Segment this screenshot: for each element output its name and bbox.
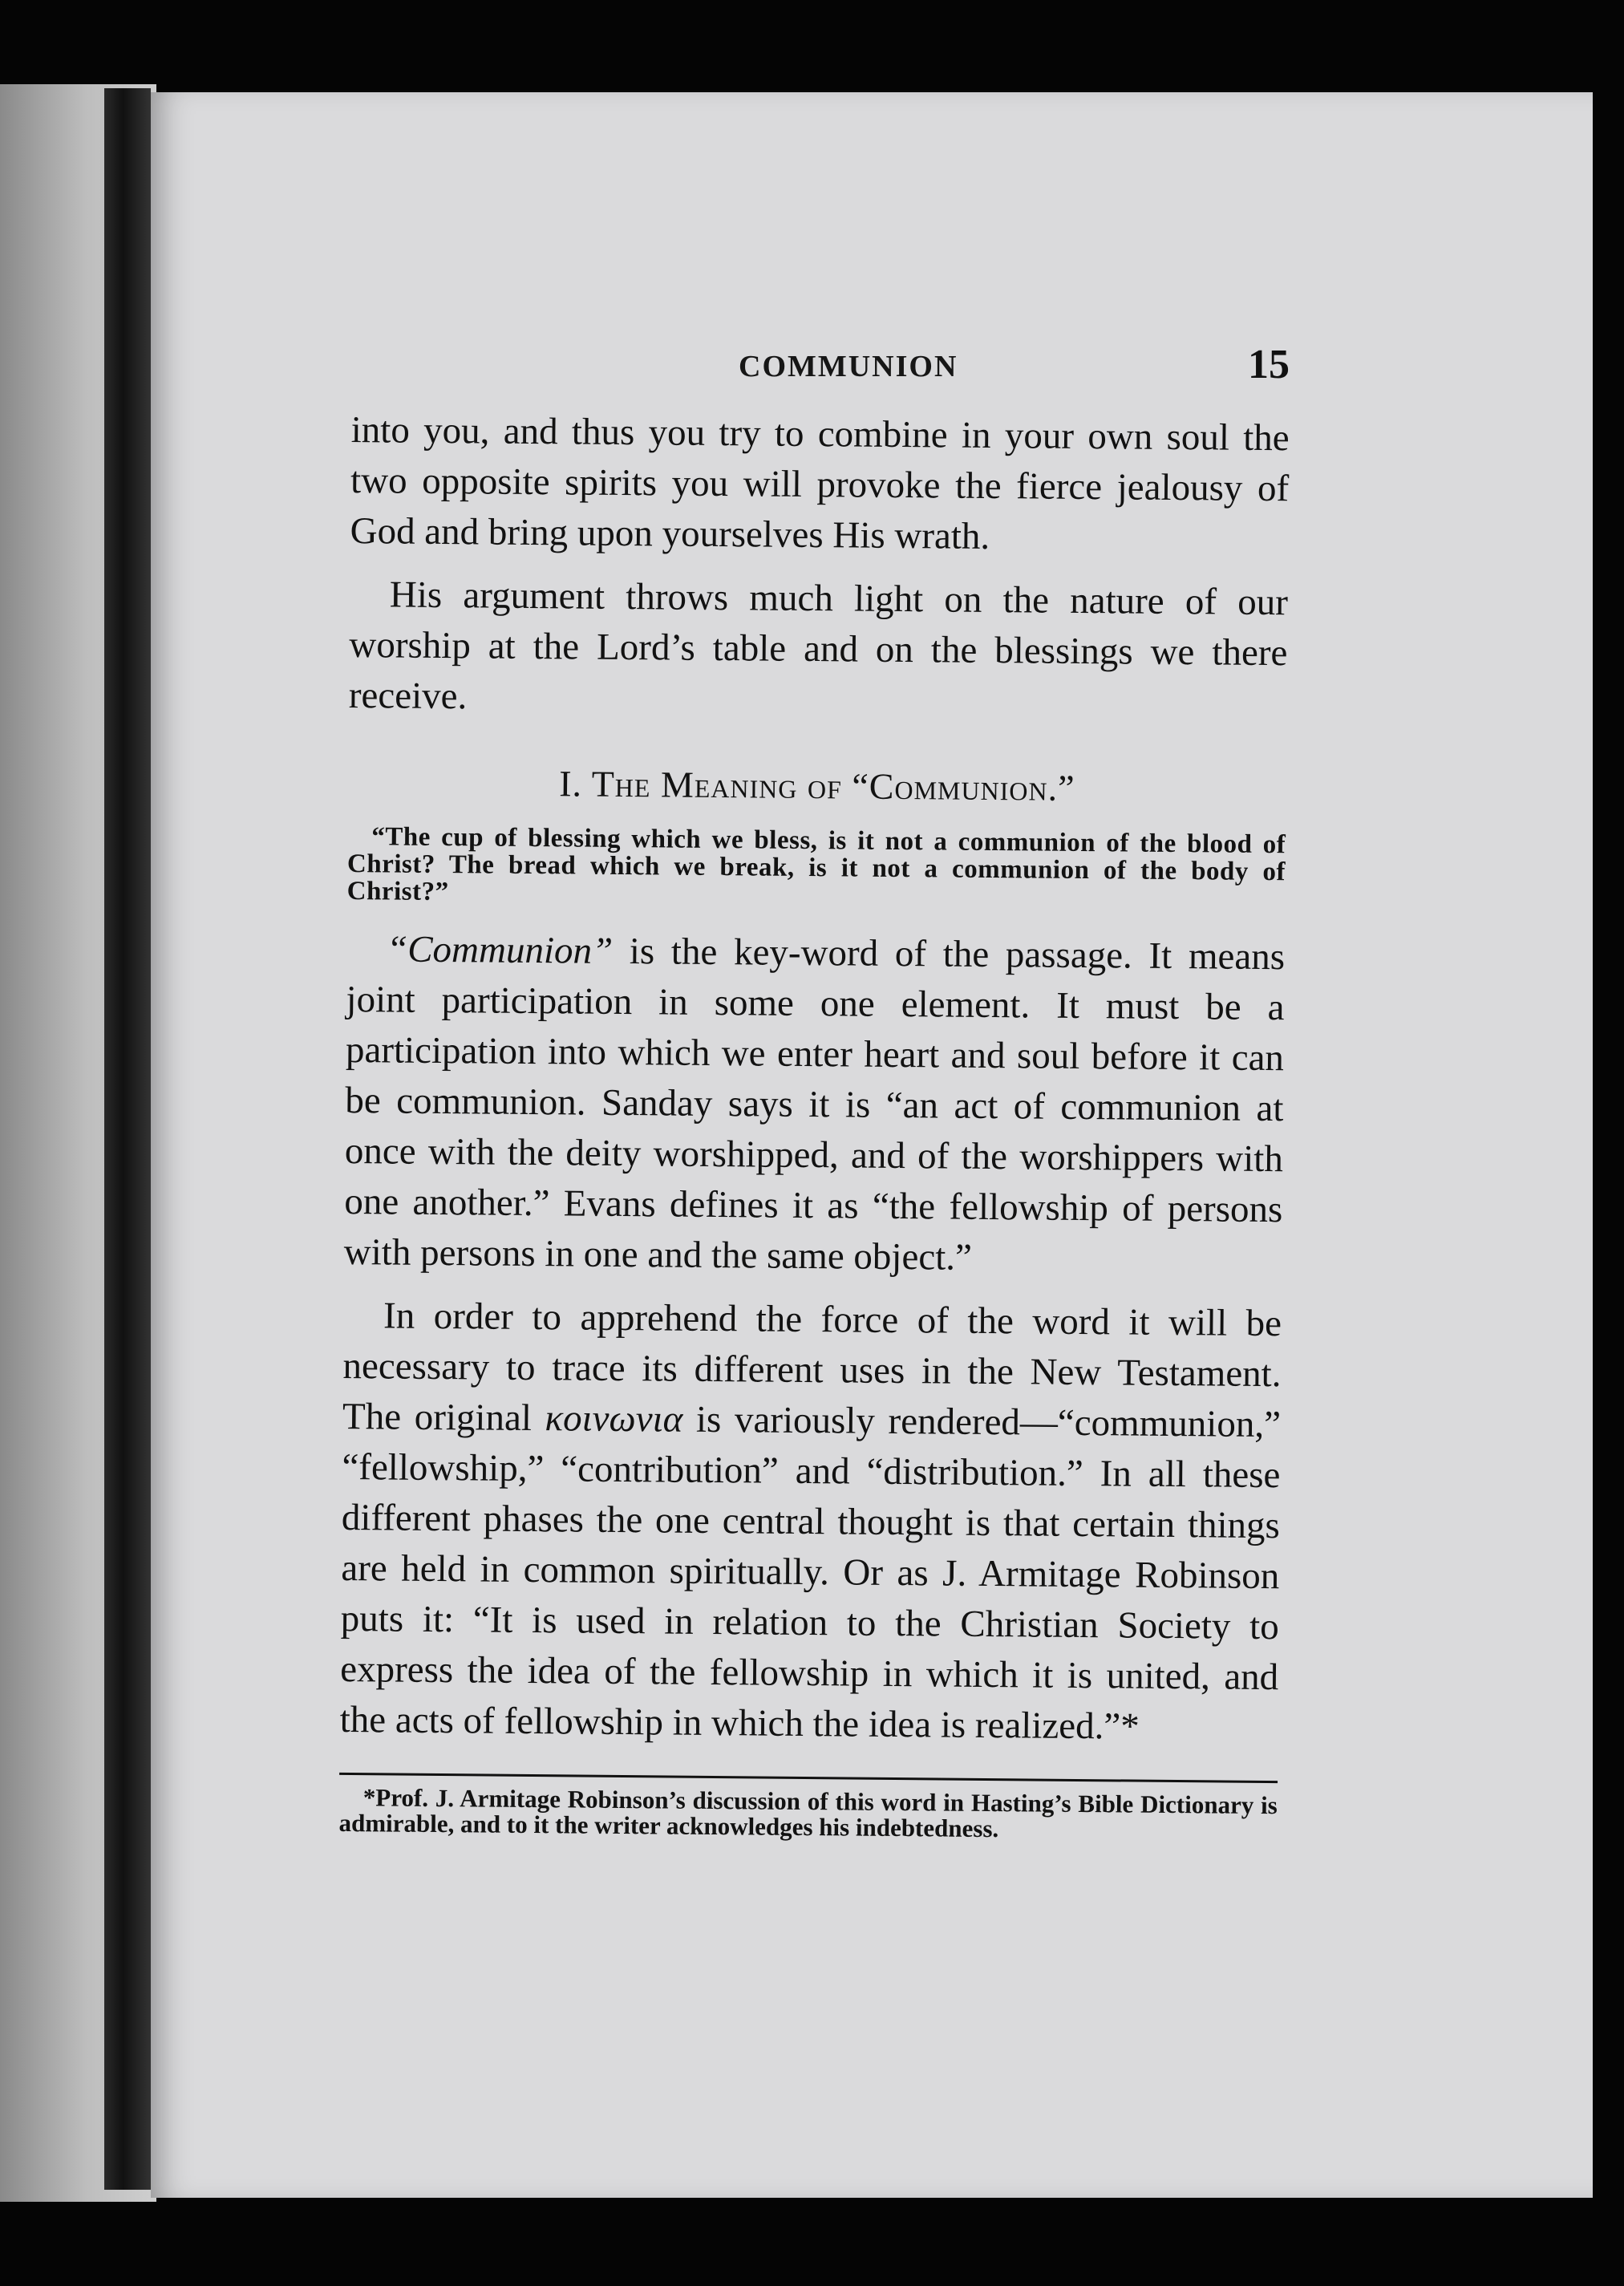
- running-title: COMMUNION: [739, 350, 958, 383]
- running-head: [151, 341, 1593, 397]
- page-number: 15: [1248, 342, 1290, 387]
- section-heading: [348, 756, 1287, 815]
- paragraph-new-testament: [339, 1291, 1282, 1753]
- paragraph-communion-text: is the key-word of the passage. It means joint participation in some one element. It must be a participation into which we enter heart and soul before it can be communion. Sanday says it is “an act of communion at once with the deity worshipped, and of the worshippers with one another.” Evans defines it as “the fellowship of persons with persons in one and the same object.”: [343, 930, 1286, 1279]
- greek-word: κοινωνια: [545, 1397, 683, 1441]
- paragraph-argument: His argument throws much light on the nature of our worship at the Lord’s table and on the blessings we there receive.: [348, 574, 1289, 718]
- scripture-quote: “The cup of blessing which we bless, is it not a communion of the blood of Christ? The bread which we break, is it not a communion of the body of Christ?”: [346, 822, 1286, 907]
- page-body: [338, 405, 1290, 1844]
- footnote: *Prof. J. Armitage Robinson’s discussion of this word in Hasting’s Bible Dictionary is admirable, and to it the writer acknowledges his indebtedness.: [338, 1783, 1278, 1843]
- book-spine: [104, 88, 151, 2190]
- section-heading-text: I. The Meaning of “Communion.”: [558, 763, 1075, 809]
- communion-keyword: “Communion”: [386, 928, 614, 972]
- footnote-rule: [339, 1773, 1278, 1783]
- book-page: [151, 92, 1593, 2198]
- paragraph-nt-part-b: is variously rendered—“communion,” “fellowship,” “contribution” and “distribution.” In all these different phases the one central thought is that certain things are held in common spiritually. Or as J. Armitage Robinson puts it: “It is used in relation to the Christian Society to express the idea of the fellowship in which it is united, and the acts of fellowship in which the idea is realized.”*: [339, 1398, 1282, 1748]
- paragraph-communion: [344, 924, 1286, 1286]
- paragraph-nt-part-a: In order to apprehend the force of the word it will be necessary to trace its different uses in the New Testament. The original: [342, 1295, 1282, 1440]
- paragraph-continued: into you, and thus you try to combine in your own soul the two opposite spirits you will provoke the fierce jealousy of God and bring upon yourselves His wrath.: [350, 408, 1290, 557]
